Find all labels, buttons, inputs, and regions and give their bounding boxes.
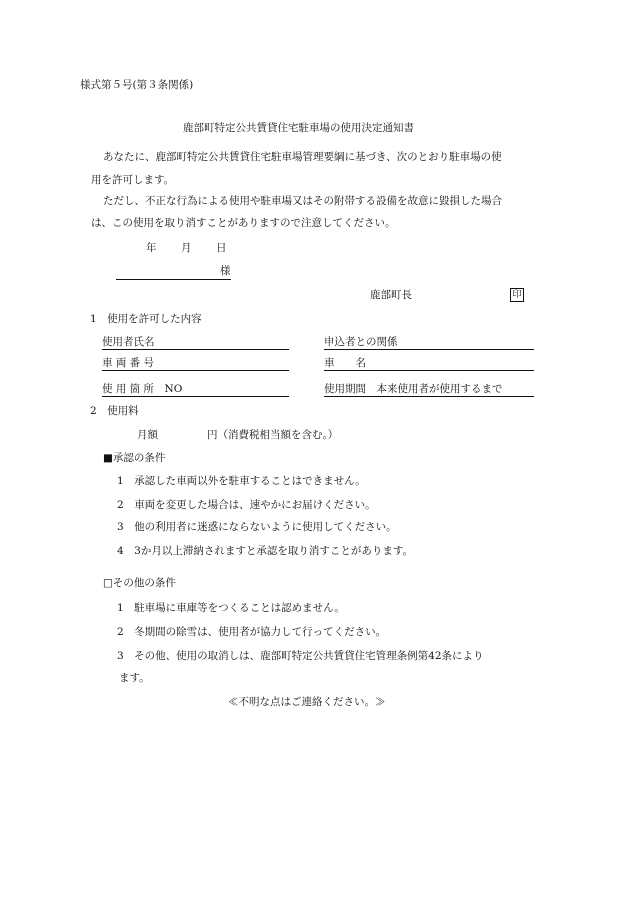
vehicle-name-underline xyxy=(324,370,534,371)
document-title: 鹿部町特定公共賃貸住宅駐車場の使用決定通知書 xyxy=(183,122,414,134)
approval-condition-2: 2 車両を変更した場合は、速やかにお届けください。 xyxy=(117,499,376,511)
intro-line-3: ただし、不正な行為による使用や駐車場又はその附帯する設備を故意に毀損した場合 xyxy=(103,195,502,207)
user-name-underline xyxy=(102,349,289,350)
approval-condition-1: 1 承認した車両以外を駐車することはできません。 xyxy=(117,475,366,487)
form-number: 様式第５号(第３条関係) xyxy=(80,79,194,91)
intro-line-2: 用を許可します。 xyxy=(91,174,175,186)
approval-condition-3: 3 他の利用者に迷惑にならないように使用してください。 xyxy=(117,521,397,533)
section2-heading: 2 使用料 xyxy=(90,405,139,417)
location-label: 使 用 箇 所 NO xyxy=(102,383,183,395)
vehicle-name-label: 車 名 xyxy=(324,357,366,369)
user-name-label: 使用者氏名 xyxy=(102,336,155,348)
location-underline xyxy=(102,396,289,397)
addressee-underline xyxy=(116,279,231,280)
vehicle-number-underline xyxy=(102,370,289,371)
intro-line-1: あなたに、鹿部町特定公共賃貸住宅駐車場管理要綱に基づき、次のとおり駐車場の使 xyxy=(103,151,502,163)
contact-note: ≪不明な点はご連絡ください。≫ xyxy=(228,696,386,708)
other-condition-3-continuation: ます。 xyxy=(119,672,150,684)
seal-mark: 印 xyxy=(510,288,524,302)
fee-tax-note: 円（消費税相当額を含む。） xyxy=(207,429,339,441)
addressee-honorific: 様 xyxy=(220,265,231,277)
approval-conditions-heading: ■承認の条件 xyxy=(103,452,166,464)
other-condition-3: 3 その他、使用の取消しは、鹿部町特定公共賃貸住宅管理条例第42条により xyxy=(117,650,484,662)
period-label: 使用期間 本来使用者が使用するまで xyxy=(324,383,503,395)
date-day: 日 xyxy=(216,242,227,254)
intro-line-4: は、この使用を取り消すことがありますので注意してください。 xyxy=(91,217,396,229)
issuer-name: 鹿部町長 xyxy=(370,289,412,301)
other-conditions-heading: □その他の条件 xyxy=(103,577,176,589)
other-condition-1: 1 駐車場に車庫等をつくることは認めません。 xyxy=(117,602,345,614)
relation-label: 申込者との関係 xyxy=(324,336,398,348)
date-month: 月 xyxy=(181,242,192,254)
date-year: 年 xyxy=(146,242,157,254)
other-condition-2: 2 冬期間の除雪は、使用者が協力して行ってください。 xyxy=(117,626,387,638)
section1-heading: 1 使用を許可した内容 xyxy=(90,313,202,325)
vehicle-number-label: 車 両 番 号 xyxy=(102,357,155,369)
period-underline xyxy=(324,396,534,397)
relation-underline xyxy=(324,349,534,350)
approval-condition-4: 4 3か月以上滞納されますと承認を取り消すことがあります。 xyxy=(117,545,414,557)
monthly-fee-label: 月額 xyxy=(137,429,158,441)
